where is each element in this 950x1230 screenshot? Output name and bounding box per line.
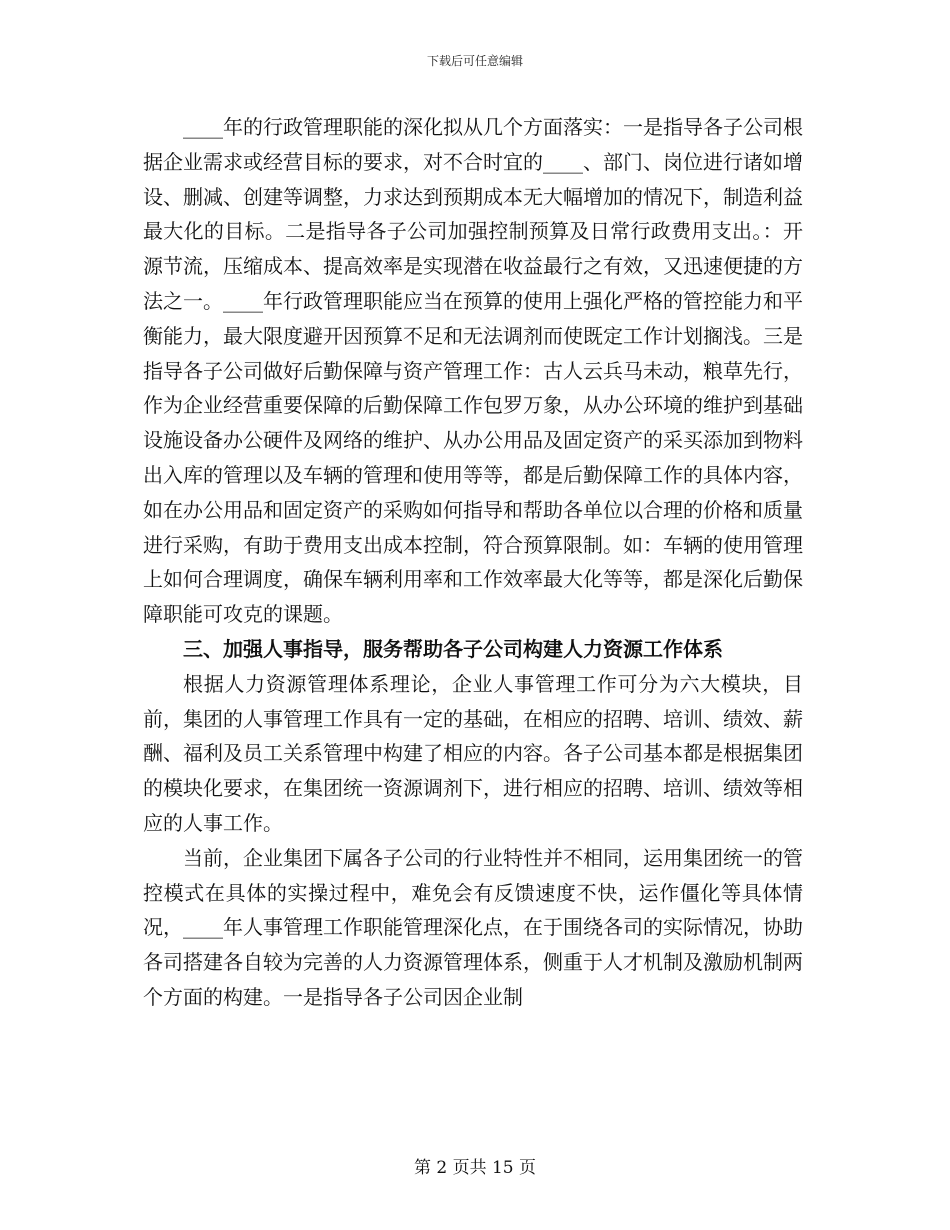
document-body xyxy=(143,110,803,1015)
paragraph-admin-functions: ____年的行政管理职能的深化拟从几个方面落实：一是指导各子公司根据企业需求或经营目标的要求，对不合时宜的____、部门、岗位进行诸如增设、删减、创建等调整，力求达到预期成本无大幅增加的情况下，制造利益最大化的目标。二是指导各子公司加强控制预算及日常行政费用支出。：开源节流，压缩成本、提高效率是实现潜在收益最行之有效，又迅速便捷的方法之一。____年行政管理职能应当在预算的使用上强化严格的管控能力和平衡能力，最大限度避开因预算不足和无法调剂而使既定工作计划搁浅。三是指导各子公司做好后勤保障与资产管理工作：古人云兵马未动，粮草先行，作为企业经营重要保障的后勤保障工作包罗万象，从办公环境的维护到基础设施设备办公硬件及网络的维护、从办公用品及固定资产的采买添加到物料出入库的管理以及车辆的管理和使用等等，都是后勤保障工作的具体内容，如在办公用品和固定资产的采购如何指导和帮助各单位以合理的价格和质量进行采购，有助于费用支出成本控制，符合预算限制。如：车辆的使用管理上如何合理调度，确保车辆利用率和工作效率最大化等等，都是深化后勤保障职能可攻克的课题。 xyxy=(143,115,803,627)
paragraph-current-situation: 当前，企业集团下属各子公司的行业特性并不相同，运用集团统一的管控模式在具体的实操过程中，难免会有反馈速度不快，运作僵化等具体情况，____年人事管理工作职能管理深化点，在于围绕各司的实际情况，协助各司搭建各自较为完善的人力资源管理体系，侧重于人才机制及激励机制两个方面的构建。一是指导各子公司因企业制 xyxy=(143,845,803,1009)
page-number: 第 2 页共 15 页 xyxy=(413,1158,537,1178)
section-heading-hr: 三、加强人事指导，服务帮助各子公司构建人力资源工作体系 xyxy=(183,636,723,661)
paragraph-hr-theory: 根据人力资源管理体系理论，企业人事管理工作可分为六大模块，目前，集团的人事管理工作具有一定的基础，在相应的招聘、培训、绩效、薪酬、福利及员工关系管理中构建了相应的内容。各子公司基本都是根据集团的模块化要求，在集团统一资源调剂下，进行相应的招聘、培训、绩效等相应的人事工作。 xyxy=(143,671,803,835)
page-header: 下载后可任意编辑 xyxy=(426,54,523,68)
